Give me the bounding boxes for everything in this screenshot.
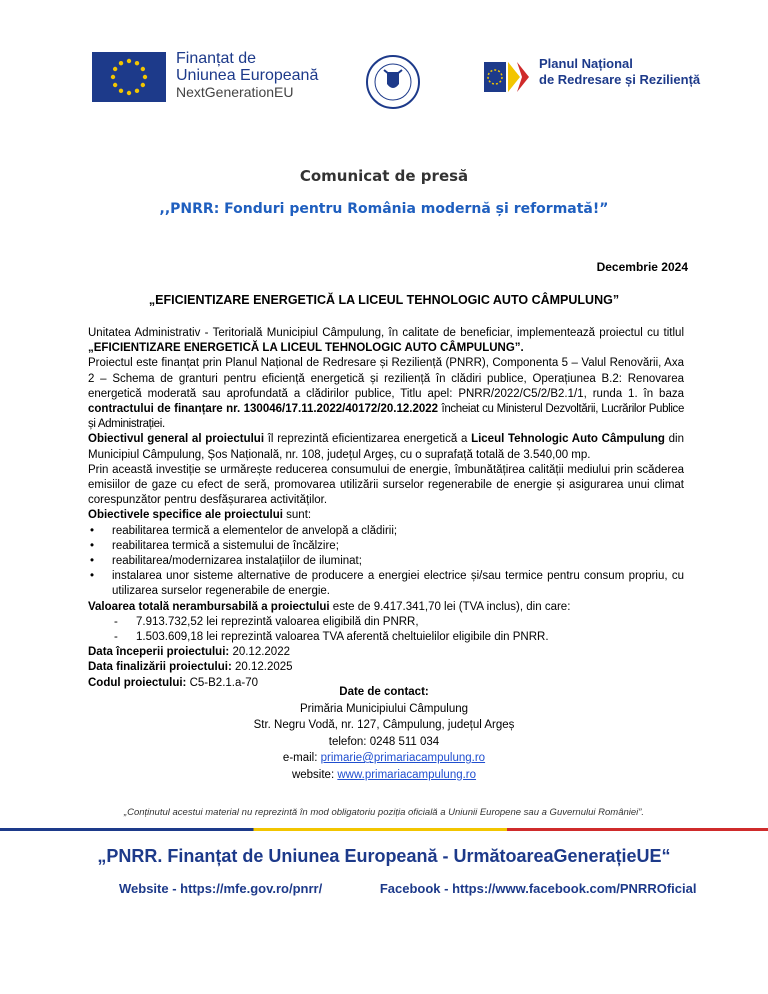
specific-tail: sunt: xyxy=(286,509,312,522)
start-label: Data începerii proiectului: xyxy=(88,646,230,659)
eu-star xyxy=(119,61,123,65)
code-value: C5-B2.1.a-70 xyxy=(189,676,258,689)
contact-email-row xyxy=(0,750,768,767)
specific-objectives-intro xyxy=(88,508,684,523)
list-item: - 7.913.732,52 lei reprezintă valoarea eligibilă din PNRR, xyxy=(88,615,684,630)
value-breakdown-list xyxy=(88,615,684,645)
eu-star xyxy=(143,75,147,79)
eu-star xyxy=(141,67,145,71)
eu-text-line3: NextGenerationEU xyxy=(176,84,294,100)
purpose-paragraph: Prin această investiție se urmărește reducerea consumului de energie, îmbunătățirea calității mediului prin scăderea emisiilor de gaze cu efect de seră, promovarea utilizării surselor regenerabile de energie și asigurarea unui climat corespunzător pentru desfășurarea activităților. xyxy=(88,463,684,507)
objective-label: Obiectivul general al proiectului xyxy=(88,433,265,446)
end-value: 20.12.2025 xyxy=(234,661,293,674)
eu-star xyxy=(113,67,117,71)
list-item: • reabilitarea termică a elementelor de anvelopă a clădirii; xyxy=(88,524,684,539)
list-item: • reabilitarea/modernizarea instalațiilor de iluminat; xyxy=(88,554,684,569)
footer-website: Website - https://mfe.gov.ro/pnrr/ xyxy=(119,881,323,896)
list-item: - 1.503.609,18 lei reprezintă valoarea TVA aferentă cheltuielilor eligibile din PNRR. xyxy=(88,630,684,645)
project-heading: „EFICIENTIZARE ENERGETICĂ LA LICEUL TEHNOLOGIC AUTO CÂMPULUNG” xyxy=(148,293,620,307)
eu-star xyxy=(119,89,123,93)
objective-text: îl reprezintă eficientizarea energetică a xyxy=(267,433,468,446)
eu-star xyxy=(113,83,117,87)
intro-project-title: „EFICIENTIZARE ENERGETICĂ LA LICEUL TEHNOLOGIC AUTO CÂMPULUNG”. xyxy=(88,342,524,355)
contract-label: contractului de finanțare nr. 130046/17.11.2022/40172/20.12.2022 xyxy=(88,403,439,416)
email-label: e-mail: xyxy=(282,752,318,764)
pnrr-text-line1: Planul Național xyxy=(539,56,633,71)
page-title: Comunicat de presă xyxy=(299,167,469,185)
footer-title: „PNRR. Finanțat de Uniunea Europeană - UrmătoareaGenerațieUE“ xyxy=(97,846,671,866)
contact-org: Primăria Municipiului Câmpulung xyxy=(299,702,469,715)
eu-star xyxy=(135,61,139,65)
total-label: Valoarea totală nerambursabilă a proiectului xyxy=(88,600,330,613)
eu-star xyxy=(135,89,139,93)
footer-links xyxy=(119,881,750,896)
eu-star xyxy=(127,91,131,95)
objective-tail: din Municipiul Câmpulung, Șos Națională, nr. 108, județul Argeș, cu o suprafață totală de 3.540,00 mp. xyxy=(88,433,684,461)
eu-text-line1: Finanțat de xyxy=(176,50,257,67)
pnrr-text xyxy=(539,56,700,88)
logo-bar xyxy=(0,46,768,106)
start-date-row xyxy=(88,645,684,660)
total-text: este de 9.417.341,70 lei (TVA inclus), din care: xyxy=(332,600,571,613)
end-label: Data finalizării proiectului: xyxy=(88,661,232,674)
eu-star xyxy=(111,75,115,79)
website-label: website: xyxy=(291,768,335,781)
website-link[interactable]: www.primariacampulung.ro xyxy=(337,768,477,781)
release-date: Decembrie 2024 xyxy=(596,260,688,274)
funding-paragraph xyxy=(88,356,684,432)
contact-heading: Date de contact: xyxy=(339,686,429,698)
specific-objectives-list xyxy=(88,524,684,600)
school-name: Liceul Tehnologic Auto Câmpulung xyxy=(471,433,665,446)
total-value-paragraph xyxy=(88,600,684,615)
romanian-government-seal-icon xyxy=(365,54,421,110)
specific-label: Obiectivele specifice ale proiectului xyxy=(88,509,283,522)
eu-star xyxy=(127,59,131,63)
contract-tail: încheiat cu Ministerul Dezvoltării, Lucrărilor Publice și Administrației. xyxy=(88,403,684,431)
list-item: • reabilitarea termică a sistemului de încălzire; xyxy=(88,539,684,554)
code-label: Codul proiectului: xyxy=(88,676,187,689)
funding-text: Proiectul este finanțat prin Planul Național de Redresare și Reziliență (PNRR), Componenta 5 – Valul Renovării, Axa 2 – Schema de granturi pentru eficiență energetică și reziliență în clădiri publice, Operațiunea B.2: Renovarea energetică moderată sau aprofundată a clădirilor publice, Titlu apel: PNRR/2022/C5/2/B2.1/1, runda 1. în baza xyxy=(88,357,684,400)
pnrr-text-line2: de Redresare și Reziliență xyxy=(539,72,701,87)
eu-text-line2: Uniunea Europeană xyxy=(176,67,319,84)
contact-address: Str. Negru Vodă, nr. 127, Câmpulung, județul Argeș xyxy=(253,719,515,731)
contact-website-row xyxy=(0,767,768,784)
disclaimer: „Conținutul acestui material nu reprezintă în mod obligatoriu poziția oficială a Uniunii Europene sau a Guvernului României”. xyxy=(123,807,645,818)
pnrr-logo-icon xyxy=(484,60,534,94)
tricolor-divider xyxy=(0,828,768,831)
eu-star xyxy=(141,83,145,87)
intro-paragraph xyxy=(88,326,684,356)
eu-funding-text xyxy=(176,50,318,101)
end-date-row xyxy=(88,660,684,675)
eu-flag-icon xyxy=(92,52,166,102)
intro-text: Unitatea Administrativ - Teritorială Municipiul Câmpulung, în calitate de beneficiar, implementează proiectul cu titlul xyxy=(88,327,684,339)
footer-facebook: Facebook - https://www.facebook.com/PNRROficial xyxy=(379,881,697,896)
contact-block xyxy=(0,684,768,783)
list-item: • instalarea unor sisteme alternative de producere a energiei electrice și/sau termice pentru consum propriu, cu utilizarea surselor regenerabile de energie. xyxy=(88,569,684,599)
page-subtitle: ,,PNRR: Fonduri pentru România modernă și reformată!” xyxy=(159,201,609,217)
press-release-body xyxy=(88,326,684,691)
objective-paragraph xyxy=(88,432,684,462)
start-value: 20.12.2022 xyxy=(232,646,290,659)
contact-phone: telefon: 0248 511 034 xyxy=(328,735,440,748)
email-link[interactable]: primarie@primariacampulung.ro xyxy=(320,752,486,764)
